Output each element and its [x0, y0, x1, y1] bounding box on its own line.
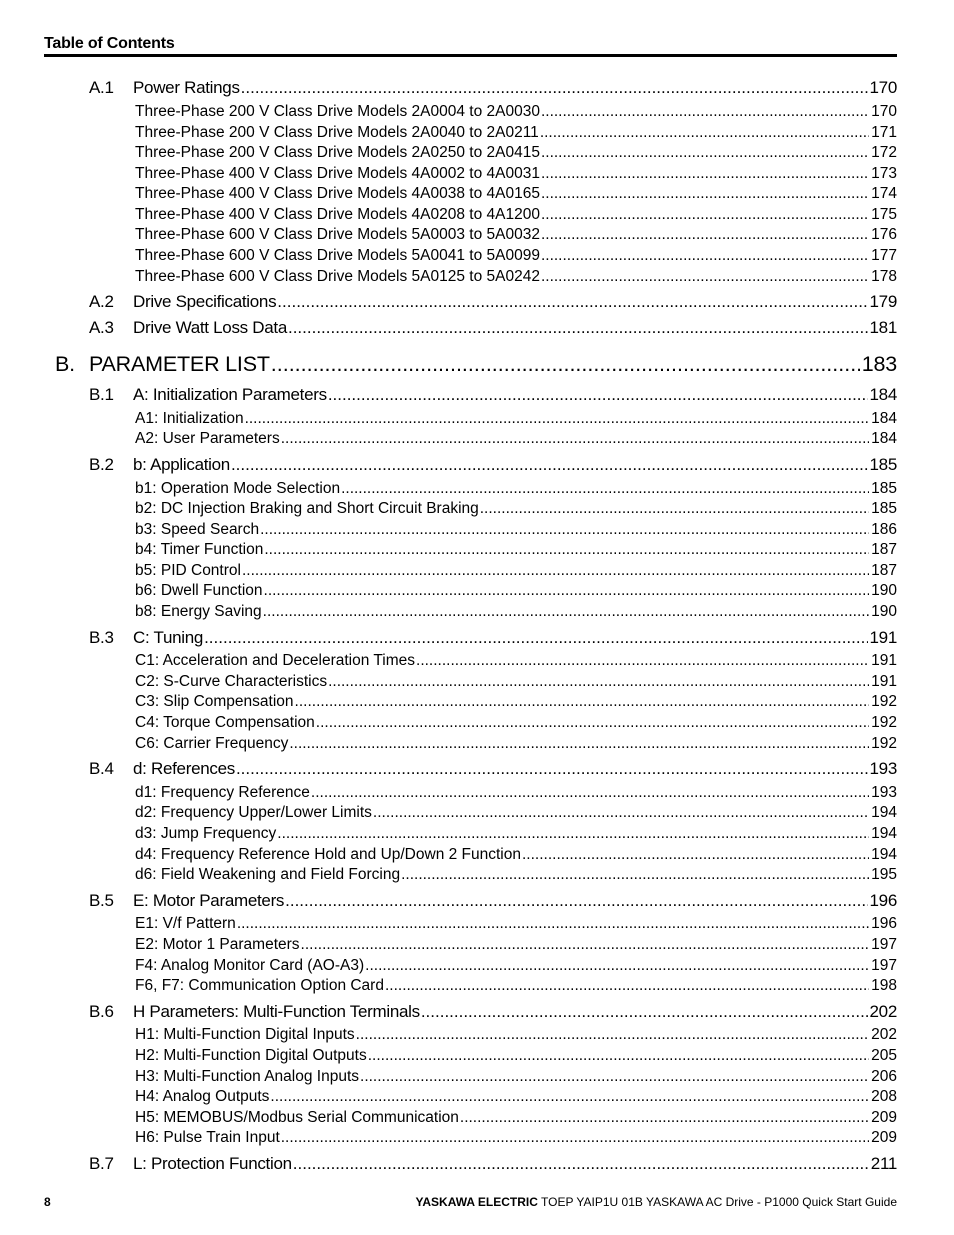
toc-page-number: 191 — [871, 652, 897, 669]
dot-leader — [263, 603, 869, 621]
toc-sub-row[interactable] — [135, 582, 897, 600]
toc-entry-label: E: Motor Parameters — [133, 891, 285, 910]
toc-page-number: 211 — [870, 1154, 897, 1173]
toc-page-number: 170 — [869, 78, 897, 97]
toc-page-number: 194 — [871, 804, 897, 821]
toc-entry-title — [89, 292, 276, 312]
toc-entry-title — [135, 1129, 280, 1147]
toc-entry-title — [135, 206, 540, 224]
toc-page-number: 176 — [871, 226, 897, 243]
toc-entry-label: A1: Initialization — [135, 410, 244, 427]
dot-leader — [316, 714, 869, 732]
toc-entry-title — [135, 936, 300, 954]
toc-entry-title — [135, 430, 280, 448]
toc-entry-number: B.5 — [89, 891, 114, 910]
toc-page-number: 172 — [871, 144, 897, 161]
dot-leader — [421, 1002, 868, 1022]
toc-entry-title — [135, 866, 400, 884]
toc-entry-label: Three-Phase 400 V Class Drive Models 4A0002 to 4A0031 — [135, 165, 540, 182]
toc-sub-row[interactable] — [135, 1088, 897, 1106]
toc-section-row[interactable] — [89, 455, 897, 475]
toc-page-number: 190 — [871, 603, 897, 620]
toc-page-number: 208 — [871, 1088, 897, 1105]
toc-page-number: 185 — [869, 455, 897, 474]
toc-entry-label: d6: Field Weakening and Field Forcing — [135, 866, 401, 883]
dot-leader — [241, 78, 868, 98]
toc-entry-label: C: Tuning — [133, 628, 204, 647]
toc-entry-label: H6: Pulse Train Input — [135, 1129, 280, 1146]
toc-entry-label: Power Ratings — [133, 78, 240, 97]
toc-entry-label: b6: Dwell Function — [135, 582, 263, 599]
toc-page-number: 184 — [871, 410, 897, 427]
toc-page-number: 173 — [871, 165, 897, 182]
toc-sub-row[interactable] — [135, 1129, 897, 1147]
toc-page-number: 209 — [871, 1129, 897, 1146]
toc-page-number: 181 — [869, 318, 897, 337]
dot-leader — [264, 541, 869, 559]
dot-leader — [328, 673, 869, 691]
toc-page-number: 187 — [871, 562, 897, 579]
toc-sub-row[interactable] — [135, 825, 897, 843]
toc-section-row[interactable] — [89, 1154, 897, 1174]
toc-page-number: 177 — [871, 247, 897, 264]
toc-sub-row[interactable] — [135, 500, 897, 518]
toc-entry-label: Three-Phase 400 V Class Drive Models 4A0208 to 4A1200 — [135, 206, 540, 223]
toc-page-number: 175 — [871, 206, 897, 223]
toc-section-row[interactable] — [89, 891, 897, 911]
dot-leader — [301, 936, 870, 954]
toc-page-number: 202 — [871, 1026, 897, 1043]
toc-sub-row[interactable] — [135, 784, 897, 802]
toc-page-number: 178 — [871, 268, 897, 285]
toc-entry-label: Three-Phase 600 V Class Drive Models 5A0125 to 5A0242 — [135, 268, 540, 285]
toc-sub-row[interactable] — [135, 103, 897, 121]
toc-page-number: 174 — [871, 185, 897, 202]
toc-entry-title — [135, 521, 259, 539]
dot-leader — [277, 292, 867, 312]
toc-entry-title — [135, 977, 384, 995]
toc-sub-row[interactable] — [135, 226, 897, 244]
toc-sub-row[interactable] — [135, 603, 897, 621]
toc-entry-label: Drive Specifications — [133, 292, 277, 311]
dot-leader — [237, 915, 869, 933]
toc-sub-row[interactable] — [135, 846, 897, 864]
toc-sub-row[interactable] — [135, 1047, 897, 1065]
toc-entry-title — [89, 891, 284, 911]
toc-entry-label: C3: Slip Compensation — [135, 693, 294, 710]
toc-section-row[interactable] — [89, 759, 897, 779]
toc-entry-label: b4: Timer Function — [135, 541, 264, 558]
toc-entry-label: H Parameters: Multi-Function Terminals — [133, 1002, 420, 1021]
dot-leader — [341, 480, 869, 498]
toc-sub-row[interactable] — [135, 693, 897, 711]
toc-sub-row[interactable] — [135, 957, 897, 975]
dot-leader — [236, 759, 868, 779]
toc-entry-title — [135, 957, 364, 975]
toc-entry-number: A.3 — [89, 318, 114, 337]
toc-entry-number: B.2 — [89, 455, 114, 474]
toc-entry-title — [135, 1068, 359, 1086]
dot-leader — [540, 124, 869, 142]
dot-leader — [288, 318, 868, 338]
toc-sub-row[interactable] — [135, 804, 897, 822]
toc-sub-row[interactable] — [135, 866, 897, 884]
toc-entry-label: E1: V/f Pattern — [135, 915, 236, 932]
toc-sub-row[interactable] — [135, 541, 897, 559]
toc-sub-row[interactable] — [135, 430, 897, 448]
toc-sub-row[interactable] — [135, 410, 897, 428]
toc-entry-label: Drive Watt Loss Data — [133, 318, 287, 337]
toc-chapter-row[interactable] — [55, 352, 897, 377]
toc-entry-number: B.4 — [89, 759, 114, 778]
dot-leader — [541, 185, 869, 203]
dot-leader — [541, 103, 869, 121]
toc-entry-title — [135, 1088, 269, 1106]
toc-page-number: 195 — [871, 866, 897, 883]
toc-entry-number: B. — [55, 352, 75, 376]
toc-sub-row[interactable] — [135, 268, 897, 286]
toc-entry-label: Three-Phase 600 V Class Drive Models 5A0041 to 5A0099 — [135, 247, 540, 264]
toc-entry-number: A.2 — [89, 292, 114, 311]
toc-entry-label: PARAMETER LIST — [89, 352, 270, 376]
toc-sub-row[interactable] — [135, 652, 897, 670]
toc-entry-title — [135, 846, 521, 864]
toc-sub-row[interactable] — [135, 673, 897, 691]
toc-entry-title — [89, 1002, 420, 1022]
toc-sub-row[interactable] — [135, 206, 897, 224]
toc-page-number: 192 — [871, 714, 897, 731]
toc-entry-title — [135, 480, 340, 498]
dot-leader — [271, 352, 860, 377]
dot-leader — [522, 846, 869, 864]
toc-page-number: 191 — [871, 673, 897, 690]
toc-page-number: 171 — [871, 124, 897, 141]
toc-sub-row[interactable] — [135, 562, 897, 580]
toc-entry-title — [135, 582, 263, 600]
dot-leader — [416, 652, 869, 670]
toc-entry-title — [89, 759, 235, 779]
toc-section-row[interactable] — [89, 318, 897, 338]
toc-page-number: 185 — [871, 480, 897, 497]
toc-entry-title — [135, 693, 294, 711]
toc-page-number: 209 — [871, 1109, 897, 1126]
dot-leader — [356, 1026, 869, 1044]
toc-entry-label: d4: Frequency Reference Hold and Up/Down 2 Function — [135, 846, 521, 863]
dot-leader — [368, 1047, 869, 1065]
dot-leader — [541, 144, 869, 162]
toc-sub-row[interactable] — [135, 1026, 897, 1044]
toc-entry-label: Three-Phase 200 V Class Drive Models 2A0040 to 2A0211 — [135, 124, 539, 141]
dot-leader — [541, 268, 869, 286]
dot-leader — [401, 866, 869, 884]
dot-leader — [295, 693, 870, 711]
toc-page-number: 197 — [871, 936, 897, 953]
toc-entry-title — [55, 352, 270, 377]
toc-page-number: 183 — [861, 352, 897, 376]
toc-entry-label: d: References — [133, 759, 235, 778]
toc-section-row[interactable] — [89, 78, 897, 98]
toc-page-number: 193 — [869, 759, 897, 778]
dot-leader — [328, 385, 868, 405]
header-rule — [44, 54, 897, 57]
toc-section-row[interactable] — [89, 385, 897, 405]
footer-page-number: 8 — [44, 1195, 51, 1209]
toc-entry-label: b: Application — [133, 455, 230, 474]
toc-entry-label: b5: PID Control — [135, 562, 241, 579]
dot-leader — [360, 1068, 869, 1086]
toc-entry-label: b1: Operation Mode Selection — [135, 480, 341, 497]
toc-section-row[interactable] — [89, 1002, 897, 1022]
dot-leader — [293, 1154, 869, 1174]
toc-sub-row[interactable] — [135, 521, 897, 539]
toc-page-number: 194 — [871, 825, 897, 842]
toc-page-number: 206 — [871, 1068, 897, 1085]
toc-entry-label: C1: Acceleration and Deceleration Times — [135, 652, 416, 669]
dot-leader — [385, 977, 869, 995]
toc-sub-row[interactable] — [135, 1068, 897, 1086]
toc-entry-number: B.3 — [89, 628, 114, 647]
toc-page-number: 196 — [871, 915, 897, 932]
toc-page-number: 194 — [871, 846, 897, 863]
dot-leader — [373, 804, 869, 822]
toc-entry-label: Three-Phase 400 V Class Drive Models 4A0038 to 4A0165 — [135, 185, 540, 202]
toc-entry-title — [135, 185, 540, 203]
toc-entry-label: C6: Carrier Frequency — [135, 735, 289, 752]
toc-entry-label: b8: Energy Saving — [135, 603, 262, 620]
toc-sub-row[interactable] — [135, 124, 897, 142]
toc-entry-title — [135, 124, 539, 142]
toc-page-number: 205 — [871, 1047, 897, 1064]
dot-leader — [277, 825, 869, 843]
dot-leader — [541, 247, 869, 265]
dot-leader — [541, 226, 869, 244]
toc-page-number: 191 — [869, 628, 897, 647]
toc-entry-label: A2: User Parameters — [135, 430, 280, 447]
toc-entry-label: A: Initialization Parameters — [133, 385, 327, 404]
dot-leader — [480, 500, 869, 518]
toc-section-row[interactable] — [89, 292, 897, 312]
toc-sub-row[interactable] — [135, 936, 897, 954]
toc-entry-title — [135, 1047, 367, 1065]
dot-leader — [281, 430, 869, 448]
toc-entry-number: B.7 — [89, 1154, 114, 1173]
toc-entry-label: d1: Frequency Reference — [135, 784, 310, 801]
dot-leader — [541, 206, 869, 224]
dot-leader — [260, 521, 869, 539]
dot-leader — [365, 957, 869, 975]
toc-page-number: 187 — [871, 541, 897, 558]
toc-entry-label: H1: Multi-Function Digital Inputs — [135, 1026, 355, 1043]
toc-entry-title — [89, 1154, 292, 1174]
toc-sub-row[interactable] — [135, 977, 897, 995]
footer-brand: YASKAWA ELECTRIC — [415, 1195, 538, 1209]
toc-entry-label: Three-Phase 600 V Class Drive Models 5A0003 to 5A0032 — [135, 226, 540, 243]
toc-entry-title — [89, 78, 240, 98]
toc-entry-title — [135, 165, 540, 183]
toc-entry-label: C2: S-Curve Characteristics — [135, 673, 328, 690]
toc-entry-number: B.6 — [89, 1002, 114, 1021]
toc-entry-title — [135, 1109, 459, 1127]
toc-entry-label: b2: DC Injection Braking and Short Circuit Braking — [135, 500, 479, 517]
toc-entry-label: L: Protection Function — [133, 1154, 292, 1173]
toc-page-number: 196 — [869, 891, 897, 910]
toc-entry-title — [135, 784, 310, 802]
toc-sub-row[interactable] — [135, 915, 897, 933]
toc-entry-title — [135, 714, 315, 732]
toc-entry-label: Three-Phase 200 V Class Drive Models 2A0250 to 2A0415 — [135, 144, 540, 161]
toc-entry-number: A.1 — [89, 78, 114, 97]
footer-document-info — [415, 1195, 897, 1209]
toc-entry-label: H5: MEMOBUS/Modbus Serial Communication — [135, 1109, 459, 1126]
toc-entry-number: B.1 — [89, 385, 114, 404]
toc-sub-row[interactable] — [135, 1109, 897, 1127]
dot-leader — [460, 1109, 869, 1127]
toc-entry-title — [135, 103, 540, 121]
toc-entry-label: F4: Analog Monitor Card (AO-A3) — [135, 957, 365, 974]
toc-entry-title — [135, 652, 415, 670]
toc-entry-label: b3: Speed Search — [135, 521, 260, 538]
toc-entry-title — [135, 268, 540, 286]
toc-sub-row[interactable] — [135, 480, 897, 498]
toc-section-row[interactable] — [89, 628, 897, 648]
toc-entry-label: H3: Multi-Function Analog Inputs — [135, 1068, 360, 1085]
dot-leader — [264, 582, 870, 600]
toc-entry-title — [135, 735, 288, 753]
dot-leader — [281, 1129, 869, 1147]
dot-leader — [270, 1088, 869, 1106]
toc-entry-label: d2: Frequency Upper/Lower Limits — [135, 804, 372, 821]
toc-page-number: 192 — [871, 693, 897, 710]
toc-page-number: 193 — [871, 784, 897, 801]
dot-leader — [311, 784, 869, 802]
toc-sub-row[interactable] — [135, 247, 897, 265]
toc-entry-label: Three-Phase 200 V Class Drive Models 2A0004 to 2A0030 — [135, 103, 540, 120]
toc-entry-label: C4: Torque Compensation — [135, 714, 315, 731]
toc-page-number: 192 — [871, 735, 897, 752]
toc-sub-row[interactable] — [135, 144, 897, 162]
toc-entry-title — [89, 385, 327, 405]
page-header-title: Table of Contents — [44, 35, 175, 52]
toc-page-number: 197 — [871, 957, 897, 974]
toc-entry-title — [135, 144, 540, 162]
toc-entry-label: d3: Jump Frequency — [135, 825, 277, 842]
toc-page-number: 185 — [871, 500, 897, 517]
toc-entry-label: H2: Multi-Function Digital Outputs — [135, 1047, 367, 1064]
toc-page-number: 184 — [869, 385, 897, 404]
dot-leader — [541, 165, 869, 183]
toc-entry-label: F6, F7: Communication Option Card — [135, 977, 384, 994]
toc-entry-label: H4: Analog Outputs — [135, 1088, 270, 1105]
toc-entry-title — [135, 562, 241, 580]
toc-sub-row[interactable] — [135, 714, 897, 732]
toc-page-number: 190 — [871, 582, 897, 599]
toc-entry-title — [135, 541, 263, 559]
toc-entry-title — [135, 226, 540, 244]
toc-page-number: 170 — [871, 103, 897, 120]
toc-entry-title — [135, 500, 479, 518]
toc-sub-row[interactable] — [135, 165, 897, 183]
toc-sub-row[interactable] — [135, 185, 897, 203]
toc-entry-title — [89, 455, 230, 475]
toc-entry-title — [89, 318, 287, 338]
toc-entry-title — [135, 673, 327, 691]
dot-leader — [285, 891, 867, 911]
toc-sub-row[interactable] — [135, 735, 897, 753]
dot-leader — [204, 628, 867, 648]
toc-page-number: 184 — [871, 430, 897, 447]
toc-entry-title — [89, 628, 203, 648]
toc-entry-title — [135, 603, 262, 621]
toc-entry-title — [135, 915, 236, 933]
toc-entry-label: E2: Motor 1 Parameters — [135, 936, 300, 953]
toc-page-number: 202 — [869, 1002, 897, 1021]
toc-page-number: 186 — [871, 521, 897, 538]
toc-page-number: 198 — [871, 977, 897, 994]
toc-entry-title — [135, 247, 540, 265]
dot-leader — [289, 735, 869, 753]
dot-leader — [242, 562, 869, 580]
toc-entry-title — [135, 410, 244, 428]
toc-page-number: 179 — [869, 292, 897, 311]
toc-entry-title — [135, 804, 372, 822]
dot-leader — [245, 410, 870, 428]
toc-entry-title — [135, 825, 276, 843]
dot-leader — [231, 455, 868, 475]
footer-doc-title: TOEP YAIP1U 01B YASKAWA AC Drive - P1000 Quick Start Guide — [537, 1195, 897, 1209]
toc-entry-title — [135, 1026, 355, 1044]
